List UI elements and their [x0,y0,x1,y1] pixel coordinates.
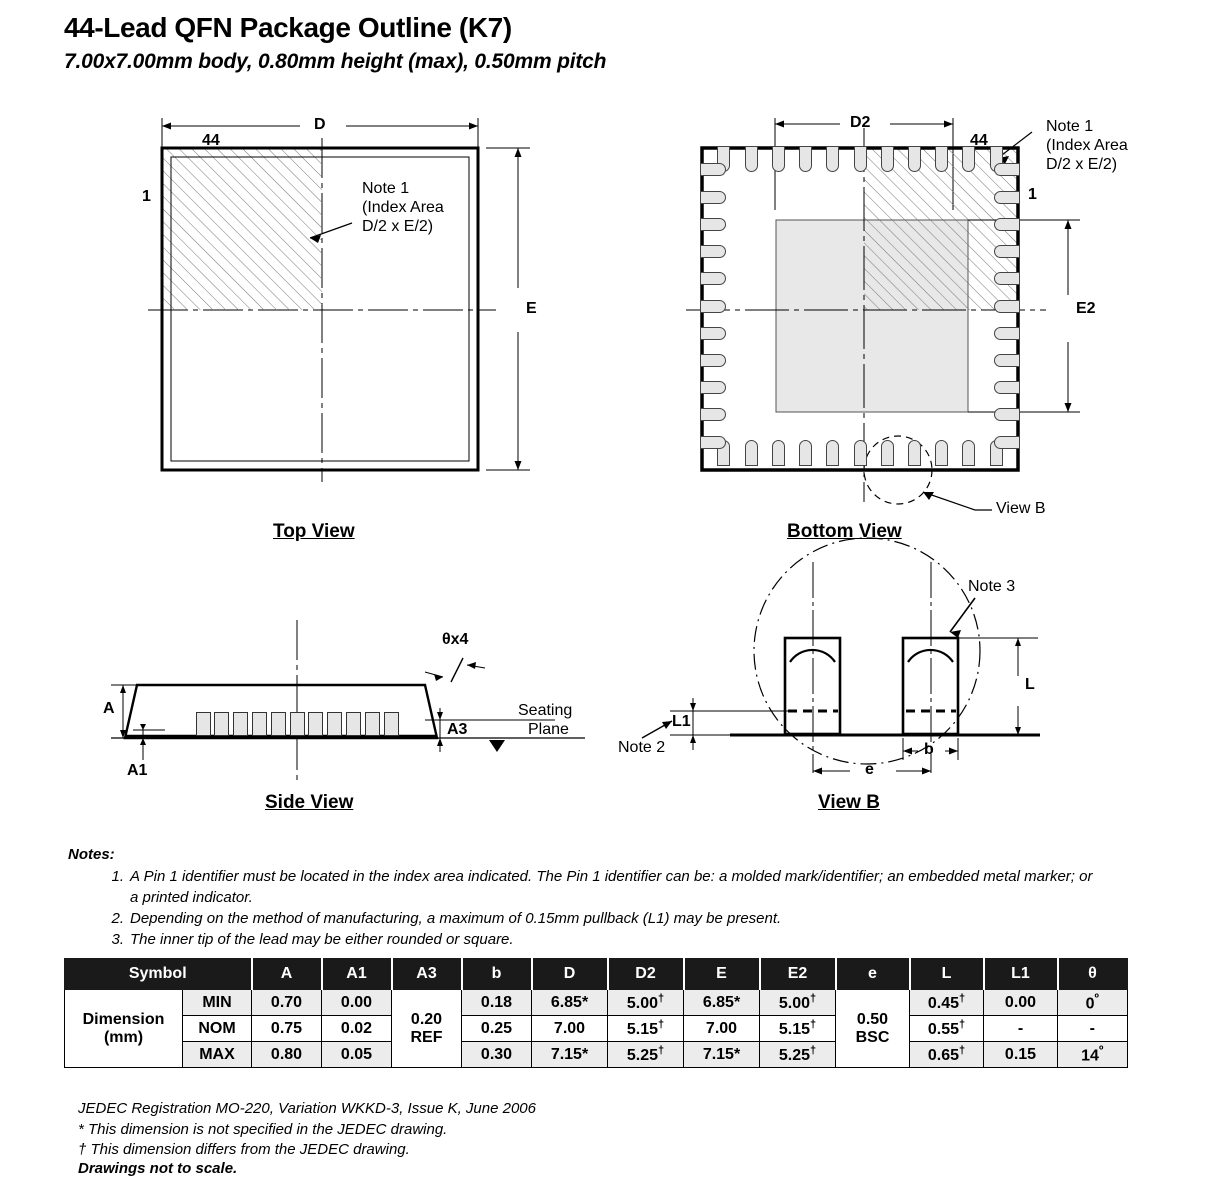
side-view-lead [196,712,211,736]
table-header-E: E [684,959,760,990]
top-view-dim-d-label: D [314,116,326,133]
table-cell-L-min: 0.45† [910,990,984,1016]
lead-pad [994,300,1020,313]
table-cell-E2-max: 5.25† [760,1042,836,1068]
table-cell-L1-max: 0.15 [984,1042,1058,1068]
table-cell-b-nom: 0.25 [462,1016,532,1042]
side-view-lead [290,712,305,736]
table-cell-e-merged [836,990,910,1068]
view-b-dim-l-label: L [1025,676,1035,693]
footnote-jedec: JEDEC Registration MO-220, Variation WKKD-3, Issue K, June 2006 [78,1100,536,1117]
table-header-b: b [462,959,532,990]
bottom-view-figure [680,110,1130,530]
side-view-lead [346,712,361,736]
side-view-seating-plane-line1: Seating [518,702,573,719]
lead-pad [994,191,1020,204]
table-cell-A1-nom: 0.02 [322,1016,392,1042]
table-header-row [65,959,1128,990]
dimension-table [64,958,1128,1068]
table-cell-A-nom: 0.75 [252,1016,322,1042]
lead-pad [994,327,1020,340]
lead-pad [994,163,1020,176]
view-b-dim-b-label: b [924,741,934,758]
side-view-lead [365,712,380,736]
footnote-asterisk: * This dimension is not specified in the JEDEC drawing. [78,1121,448,1138]
side-view-lead [233,712,248,736]
lead-pad [700,218,726,231]
lead-pad [854,146,867,172]
table-cell-L1-nom: - [984,1016,1058,1042]
note-text-cont: a printed indicator. [130,889,253,906]
lead-pad [700,381,726,394]
table-cell-E2-min: 5.00† [760,990,836,1016]
view-b-figure [620,558,1070,808]
bottom-view-pin44-label: 44 [970,132,988,149]
table-cell-A3-ref: REF [410,1028,443,1046]
bottom-view-title: Bottom View [787,521,902,542]
lead-pad [772,146,785,172]
table-cell-D2-nom: 5.15† [608,1016,684,1042]
note-number: 2. [111,910,124,927]
table-cell-E-max: 7.15* [684,1042,760,1068]
lead-pad [700,436,726,449]
lead-pad [745,146,758,172]
lead-pad [826,440,839,466]
table-header-D: D [532,959,608,990]
side-view-lead [384,712,399,736]
table-cell-e-bsc: BSC [855,1028,890,1046]
table-row [65,1016,1128,1042]
table-cell-D-nom: 7.00 [532,1016,608,1042]
bottom-view-viewb-callout: View B [996,500,1046,517]
top-view-note1-line3: D/2 x E/2) [362,218,434,235]
lead-pad [799,146,812,172]
table-row [65,1042,1128,1068]
table-header-L: L [910,959,984,990]
page-subtitle: 7.00x7.00mm body, 0.80mm height (max), 0.50mm pitch [64,50,607,73]
view-b-note3-label: Note 3 [968,578,1016,595]
table-row-label-line1: Dimension [82,1010,165,1028]
side-view-seating-plane-line2: Plane [528,721,569,738]
lead-pad [826,146,839,172]
table-header-E2: E2 [760,959,836,990]
lead-pad [881,440,894,466]
bottom-view-dim-d2-label: D2 [850,114,871,131]
top-view-dim-e-label: E [526,300,537,317]
lead-pad [994,408,1020,421]
table-cell-A3-merged [392,990,462,1068]
table-cell-b-min: 0.18 [462,990,532,1016]
lead-pad [799,440,812,466]
note-text: Depending on the method of manufacturing, a maximum of 0.15mm pullback (L1) may be present. [130,910,782,927]
top-view-pin44-label: 44 [202,132,220,149]
bottom-view-note1-line2: (Index Area [1046,137,1128,154]
lead-pad [700,272,726,285]
top-view-note1-line1: Note 1 [362,180,410,197]
lead-pad [700,245,726,258]
note-number: 3. [111,931,124,948]
lead-pad [700,354,726,367]
table-cell-theta-max: $14^º$ [1058,1042,1128,1068]
view-b-dim-l1-label: L1 [672,713,691,730]
table-cell-L-max: 0.65† [910,1042,984,1068]
side-view-dim-a1-label: A1 [127,762,148,779]
lead-pad [700,191,726,204]
table-cell-rowname: MAX [183,1042,252,1068]
side-view-lead [308,712,323,736]
lead-pad [994,354,1020,367]
table-cell-D2-min: 5.00† [608,990,684,1016]
lead-pad [994,436,1020,449]
table-cell-A-max: 0.80 [252,1042,322,1068]
table-cell-E-min: 6.85* [684,990,760,1016]
table-cell-L-nom: 0.55† [910,1016,984,1042]
top-view-note1-line2: (Index Area [362,199,444,216]
lead-pad [908,440,921,466]
table-cell-L1-min: 0.00 [984,990,1058,1016]
table-cell-A1-min: 0.00 [322,990,392,1016]
lead-pad [994,218,1020,231]
table-cell-E2-nom: 5.15† [760,1016,836,1042]
lead-pad [700,327,726,340]
note-text: A Pin 1 identifier must be located in the index area indicated. The Pin 1 identifier can be: a molded mark/identifier; an embedded metal marker; or [130,868,1093,885]
bottom-view-pin1-label: 1 [1028,186,1037,203]
footnote-not-to-scale: Drawings not to scale. [78,1160,238,1177]
lead-pad [881,146,894,172]
table-row-label-line2: (mm) [103,1028,144,1046]
side-view-dim-a3-label: A3 [447,721,468,738]
side-view-lead [252,712,267,736]
table-cell-D-max: 7.15* [532,1042,608,1068]
table-header-theta: θ [1058,959,1128,990]
side-view-title: Side View [265,792,354,813]
lead-pad [772,440,785,466]
table-header-symbol: Symbol [65,959,252,990]
table-header-e: e [836,959,910,990]
bottom-view-note1-line1: Note 1 [1046,118,1094,135]
notes-heading: Notes: [68,846,115,863]
table-cell-rowname: MIN [183,990,252,1016]
table-cell-A1-max: 0.05 [322,1042,392,1068]
top-view-figure [140,110,560,530]
lead-pad [745,440,758,466]
bottom-view-dim-e2-label: E2 [1076,300,1096,317]
table-cell-A3-val: 0.20 [410,1010,443,1028]
page-title: 44-Lead QFN Package Outline (K7) [64,12,512,43]
side-view-dim-a-label: A [103,700,115,717]
table-cell-theta-min: $0^º$ [1058,990,1128,1016]
lead-pad [700,163,726,176]
table-row [65,990,1128,1016]
lead-pad [908,146,921,172]
view-b-title: View B [818,792,880,813]
table-cell-b-max: 0.30 [462,1042,532,1068]
table-row-label [65,990,183,1068]
top-view-title: Top View [273,521,355,542]
table-cell-rowname: NOM [183,1016,252,1042]
table-header-A1: A1 [322,959,392,990]
view-b-note2-label: Note 2 [618,739,666,756]
view-b-dim-e-label: e [865,761,874,778]
lead-pad [700,408,726,421]
table-cell-theta-nom: - [1058,1016,1128,1042]
table-header-A3: A3 [392,959,462,990]
note-text: The inner tip of the lead may be either rounded or square. [130,931,514,948]
top-view-dimension-lines [140,110,560,530]
lead-pad [854,440,867,466]
table-cell-E-nom: 7.00 [684,1016,760,1042]
lead-pad [994,245,1020,258]
lead-pad [935,440,948,466]
side-view-theta-label: θx4 [442,631,469,648]
footnote-dagger: † This dimension differs from the JEDEC drawing. [78,1141,410,1158]
lead-pad [994,272,1020,285]
table-cell-e-val: 0.50 [856,1010,889,1028]
lead-pad [700,300,726,313]
table-header-D2: D2 [608,959,684,990]
side-view-figure [85,620,645,820]
bottom-view-note1-line3: D/2 x E/2) [1046,156,1118,173]
note-number: 1. [111,868,124,885]
table-header-A: A [252,959,322,990]
table-header-L1: L1 [984,959,1058,990]
top-view-pin1-label: 1 [142,188,151,205]
lead-pad [935,146,948,172]
side-view-lead [214,712,229,736]
table-cell-D-min: 6.85* [532,990,608,1016]
side-view-lead [327,712,342,736]
table-cell-A-min: 0.70 [252,990,322,1016]
lead-pad [994,381,1020,394]
table-cell-D2-max: 5.25† [608,1042,684,1068]
lead-pad [962,440,975,466]
side-view-lead [271,712,286,736]
